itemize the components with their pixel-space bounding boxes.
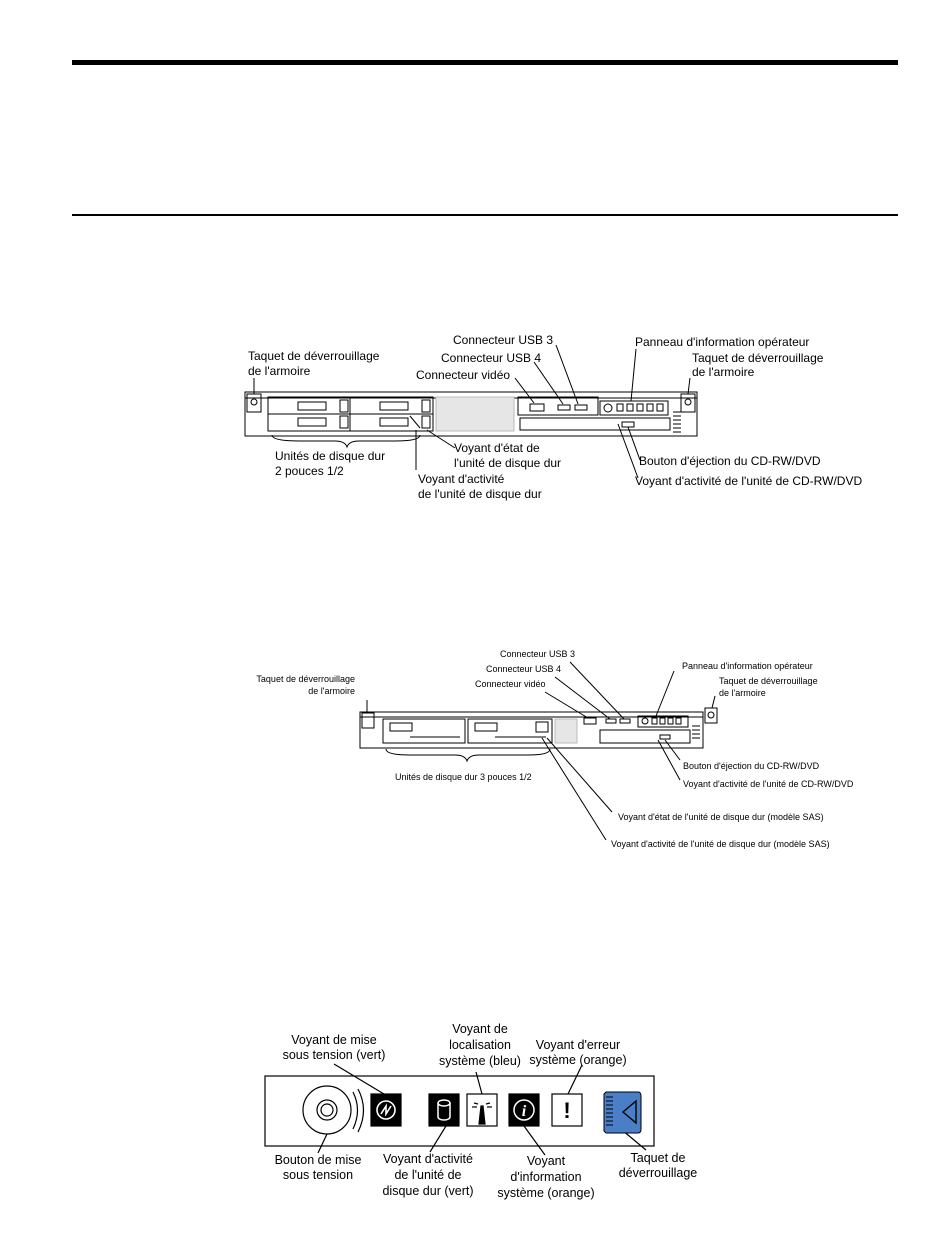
fig3-latch-label-2: déverrouillage xyxy=(618,1166,698,1180)
fig2-right-latch-label-2: de l'armoire xyxy=(719,688,766,698)
fig3-latch-label-1: Taquet de xyxy=(630,1151,686,1165)
release-latch xyxy=(604,1092,641,1133)
fig3-hdd-led-label-3: disque dur (vert) xyxy=(382,1184,474,1198)
fig3-hdd-led-label-2: de l'unité de xyxy=(394,1168,462,1182)
fig1-right-latch-label-2: de l'armoire xyxy=(692,365,755,379)
fig2-usb4-label: Connecteur USB 4 xyxy=(486,664,562,674)
fig3-hdd-led-label-1: Voyant d'activité xyxy=(383,1152,473,1166)
fig3-error-label-2: système (orange) xyxy=(529,1053,627,1067)
fig2-hdd-label: Unités de disque dur 3 pouces 1/2 xyxy=(395,772,532,782)
fig3-power-led-label-1: Voyant de mise xyxy=(291,1033,377,1047)
fig2-usb3-label: Connecteur USB 3 xyxy=(500,649,576,659)
hdd-activity-led xyxy=(429,1094,459,1126)
exclamation-icon: ! xyxy=(563,1098,571,1123)
fig3-info-label-1: Voyant xyxy=(526,1154,566,1168)
fig1-activity-label-2: de l'unité de disque dur xyxy=(418,487,542,501)
fig2-left-latch-label-2: de l'armoire xyxy=(308,686,355,696)
fig1-eject-label: Bouton d'éjection du CD-RW/DVD xyxy=(639,454,821,468)
fig2-eject-label: Bouton d'éjection du CD-RW/DVD xyxy=(683,761,820,771)
fig3-power-btn-label-2: sous tension xyxy=(282,1168,354,1182)
fig1-panel-label: Panneau d'information opérateur xyxy=(635,335,810,349)
fig1-usb4-label: Connecteur USB 4 xyxy=(441,351,542,365)
fig3-power-btn-label-1: Bouton de mise xyxy=(274,1153,362,1167)
fig1-status-label-2: l'unité de disque dur xyxy=(454,456,562,470)
fig1-cd-activity-label: Voyant d'activité de l'unité de CD-RW/DVD xyxy=(635,474,863,488)
fig1-left-latch-label-2: de l'armoire xyxy=(248,364,311,378)
fig1-hdd-label-1: Unités de disque dur xyxy=(275,449,386,463)
fig3-info-label-2: d'information xyxy=(510,1170,582,1184)
fig1-activity-label-1: Voyant d'activité xyxy=(418,472,505,486)
fig3-info-label-3: système (orange) xyxy=(497,1186,595,1200)
svg-text:i: i xyxy=(521,1103,527,1120)
fig3-locate-label-2: localisation xyxy=(449,1038,511,1052)
fig1-left-latch-label-1: Taquet de déverrouillage xyxy=(248,349,380,363)
fig1-usb3-label: Connecteur USB 3 xyxy=(453,333,554,347)
fig3-locate-label-1: Voyant de xyxy=(452,1022,508,1036)
fig1-status-label-1: Voyant d'état de xyxy=(454,441,540,455)
fig2-status-label: Voyant d'état de l'unité de disque dur (modèle SAS) xyxy=(618,812,824,822)
fig2-panel-label: Panneau d'information opérateur xyxy=(682,661,813,671)
fig2-activity-label: Voyant d'activité de l'unité de disque dur (modèle SAS) xyxy=(611,839,830,849)
fig2-right-latch-label-1: Taquet de déverrouillage xyxy=(719,676,818,686)
fig3-power-led-label-2: sous tension (vert) xyxy=(282,1048,386,1062)
fig1-right-latch-label-1: Taquet de déverrouillage xyxy=(692,351,824,365)
fig2-video-label: Connecteur vidéo xyxy=(475,679,546,689)
fig2-left-latch-label-1: Taquet de déverrouillage xyxy=(256,674,355,684)
fig2-cd-activity-label: Voyant d'activité de l'unité de CD-RW/DVD xyxy=(683,779,854,789)
fig3-locate-label-3: système (bleu) xyxy=(439,1054,521,1068)
fig1-hdd-label-2: 2 pouces 1/2 xyxy=(275,464,344,478)
fig1-video-label: Connecteur vidéo xyxy=(416,368,511,382)
fig3-error-label-1: Voyant d'erreur xyxy=(535,1038,621,1052)
